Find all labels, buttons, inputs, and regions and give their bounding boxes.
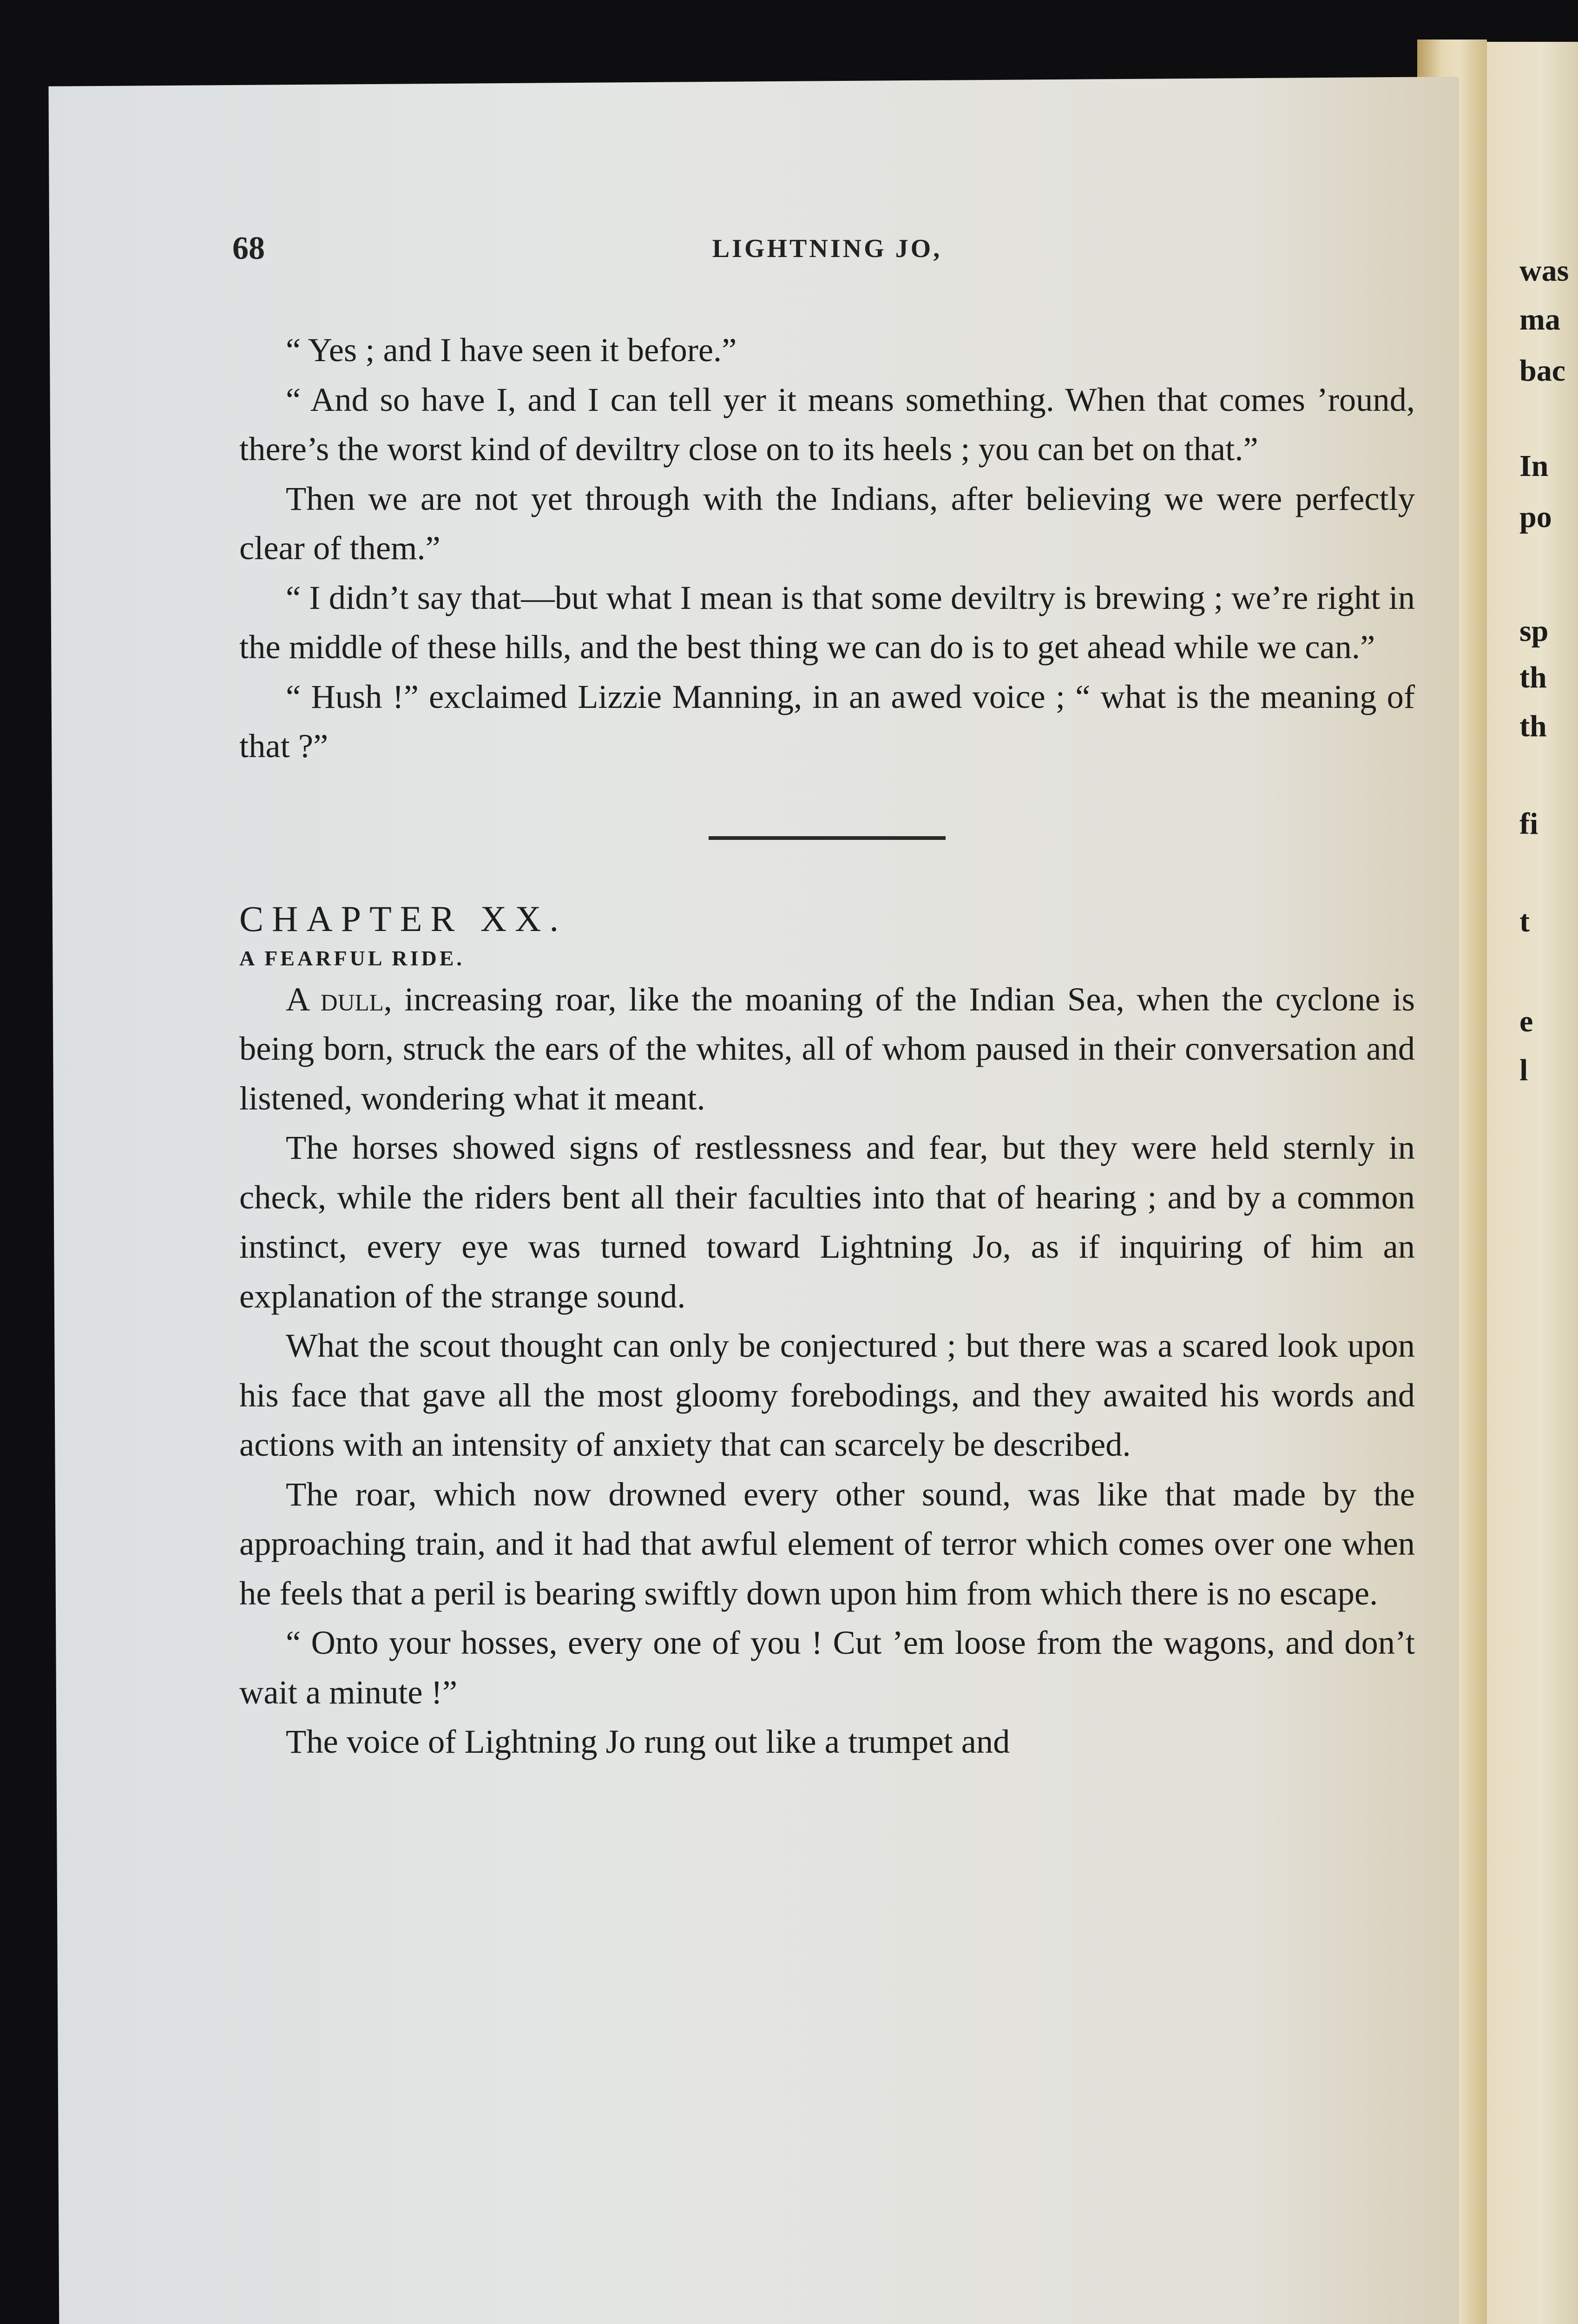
chapter-first-paragraph-text: increasing roar, like the moaning of the Indian Sea, when the cyclone is being born, struck the ears of the whites, all of whom paused in their conversation and listened, wondering what it meant.: [239, 980, 1415, 1117]
section-divider: [709, 836, 946, 840]
next-page-fragment: bac: [1519, 354, 1565, 388]
page-number: 68: [232, 231, 265, 266]
next-page-fragment: th: [1519, 709, 1547, 743]
next-page-fragment: sp: [1519, 614, 1549, 648]
next-page-fragment: was: [1519, 254, 1569, 288]
paragraph: “ Hush !” exclaimed Lizzie Manning, in an awed voice ; “ what is the meaning of that ?”: [239, 677, 1415, 765]
chapter-opening-words: A dull,: [286, 980, 392, 1018]
running-title: LIGHTNING JO,: [712, 234, 942, 263]
paragraph: “ Yes ; and I have seen it before.”: [286, 331, 737, 369]
paragraph: “ I didn’t say that—but what I mean is that some deviltry is brewing ; we’re right in the middle of these hills, and the best thing we can do is to get ahead while we can.”: [239, 578, 1415, 666]
paragraph: Then we are not yet through with the Indians, after believing we were perfectly clear of them.”: [239, 479, 1415, 567]
next-page-fragment: In: [1519, 449, 1549, 483]
page-header: [232, 230, 1422, 272]
chapter-title: CHAPTER XX.: [239, 898, 567, 939]
next-page-fragment: th: [1519, 660, 1547, 694]
next-page-fragment: t: [1519, 905, 1530, 938]
paragraph: “ Onto your hosses, every one of you ! Cut ’em loose from the wagons, and don’t wait a minute !”: [239, 1624, 1415, 1711]
paragraph: The voice of Lightning Jo rung out like a trumpet and: [286, 1723, 1010, 1760]
paragraph: What the scout thought can only be conjectured ; but there was a scared look upon his face that gave all the most gloomy forebodings, and they awaited his words and actions with an intensity of anxiety that can scarcely be described.: [239, 1327, 1415, 1463]
next-page-fragment: fi: [1519, 807, 1539, 841]
paragraph: The roar, which now drowned every other sound, was like that made by the approaching train, and it had that awful element of terror which comes over one when he feels that a peril is bearing swiftly down upon him from which there is no escape.: [239, 1475, 1415, 1612]
next-page-fragment: po: [1519, 500, 1552, 534]
next-page-fragment: l: [1519, 1053, 1528, 1087]
paragraph: The horses showed signs of restlessness and fear, but they were held sternly in check, while the riders bent all their faculties into that of hearing ; and by a common instinct, every eye was turned toward Lightning Jo, as if inquiring of him an explanation of the strange sound.: [239, 1129, 1415, 1315]
page-text: [239, 325, 1415, 1767]
paragraph: “ And so have I, and I can tell yer it means something. When that comes ’round, there’s the worst kind of deviltry close on to its heels ; you can bet on that.”: [239, 380, 1415, 468]
chapter-first-paragraph: [239, 975, 1415, 1123]
next-page-fragment: e: [1519, 1004, 1533, 1038]
chapter-subtitle: A FEARFUL RIDE.: [239, 946, 465, 970]
next-page-fragment: ma: [1519, 303, 1560, 337]
